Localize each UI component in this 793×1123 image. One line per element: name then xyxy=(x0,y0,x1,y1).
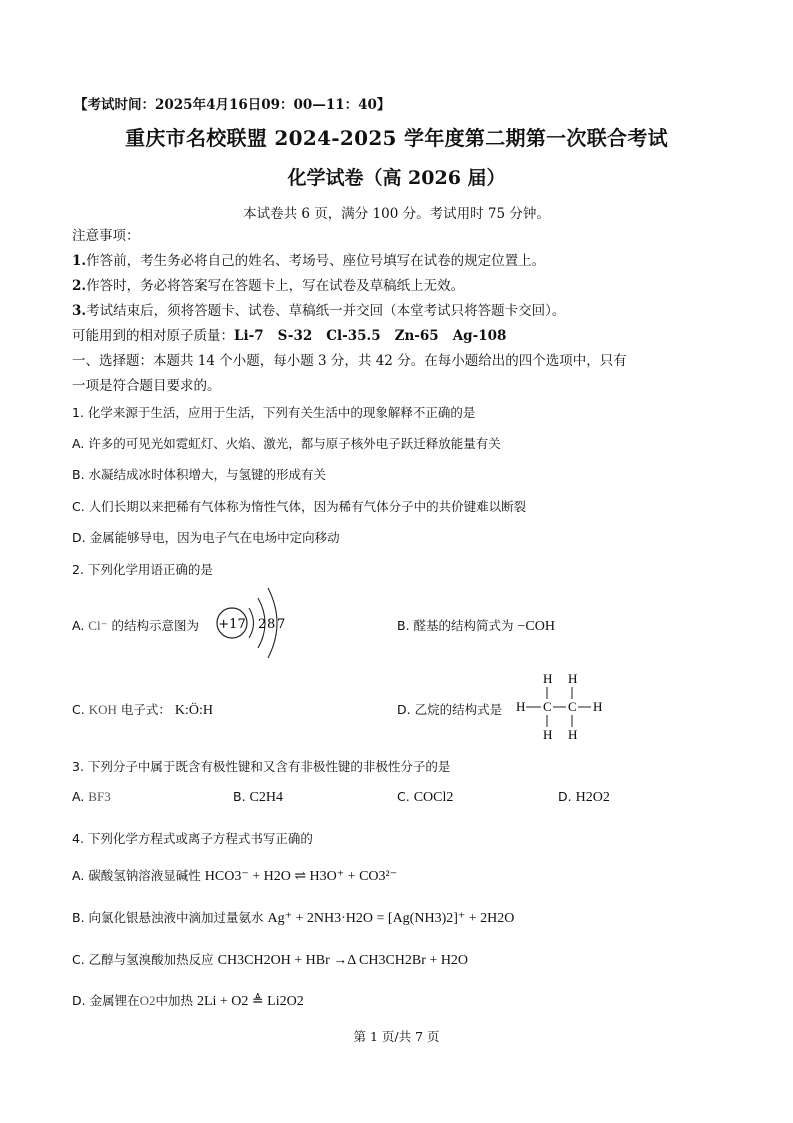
svg-text:H: H xyxy=(543,727,553,742)
q2-stem: 2. 下列化学用语正确的是 xyxy=(72,562,213,577)
q4-option-b: B. 向氯化银悬浊液中滴加过量氨水 Ag⁺ + 2NH3·H2O = [Ag(NH3)2]⁺ + 2H2O xyxy=(72,910,515,926)
q2-option-d: D. 乙烷的结构式是 xyxy=(397,702,503,717)
exam-title: 重庆市名校联盟 2024-2025 学年度第二期第一次联合考试 xyxy=(125,126,668,150)
q4-c-equation: CH3CH2OH + HBr →Δ CH3CH2Br + H2O xyxy=(217,953,469,968)
svg-text:H: H xyxy=(593,699,603,714)
koh-lewis-structure: K:Ö:H xyxy=(174,703,213,718)
shell-electrons-3: 7 xyxy=(277,617,286,632)
exam-info: 本试卷共 6 页，满分 100 分。考试用时 75 分钟。 xyxy=(243,206,550,222)
exam-time: 【考试时间：2025年4月16日09：00—11：40】 xyxy=(74,97,391,113)
svg-text:H: H xyxy=(568,671,578,686)
q3-option-c: C. COCl2 xyxy=(397,789,454,805)
subject-title: 化学试卷（高 2026 届） xyxy=(287,167,506,189)
q1-stem: 1. 化学来源于生活，应用于生活，下列有关生活中的现象解释不正确的是 xyxy=(72,405,476,420)
q2-option-b: B. 醛基的结构简式为 −COH xyxy=(397,618,555,634)
notes-heading: 注意事项： xyxy=(72,228,140,244)
atomic-masses: 可能用到的相对原子质量：Li-7 S-32 Cl-35.5 Zn-65 Ag-108 xyxy=(72,328,507,344)
q3-option-a: A. BF3 xyxy=(72,789,111,804)
svg-text:H: H xyxy=(516,699,526,714)
ethane-structural-formula xyxy=(514,668,606,744)
q4-b-equation: Ag⁺ + 2NH3·H2O = [Ag(NH3)2]⁺ + 2H2O xyxy=(267,911,515,926)
nucleus-charge: +17 xyxy=(218,617,246,632)
svg-text:H: H xyxy=(543,671,553,686)
svg-text:H: H xyxy=(568,727,578,742)
q2-option-a: A. Cl⁻ 的结构示意图为 xyxy=(72,618,199,633)
q1-option-c: C. 人们长期以来把稀有气体称为惰性气体，因为稀有气体分子中的共价键难以断裂 xyxy=(72,499,527,514)
section-heading-line1: 一、选择题：本题共 14 个小题，每小题 3 分，共 42 分。在每小题给出的四个选项中，只有 xyxy=(72,353,627,369)
q4-a-equation: HCO3⁻ + H2O ⇌ H3O⁺ + CO3²⁻ xyxy=(204,869,398,884)
q1-option-d: D. 金属能够导电，因为电子气在电场中定向移动 xyxy=(72,530,340,545)
q3-a-formula: BF3 xyxy=(88,789,111,804)
q1-option-a: A. 许多的可见光如霓虹灯、火焰、激光，都与原子核外电子跃迁释放能量有关 xyxy=(72,436,501,451)
q4-stem: 4. 下列化学方程式或离子方程式书写正确的 xyxy=(72,831,313,846)
page-number: 第 1 页/共 7 页 xyxy=(353,1029,440,1044)
q2-option-c: C. KOH 电子式： K:Ö:H xyxy=(72,702,213,718)
q3-b-formula: C2H4 xyxy=(249,790,283,805)
q3-c-formula: COCl2 xyxy=(413,790,454,805)
q3-stem: 3. 下列分子中属于既含有极性键和又含有非极性键的非极性分子的是 xyxy=(72,759,451,774)
note-item-3: 3.考试结束后，须将答题卡、试卷、草稿纸一并交回（本堂考试只将答题卡交回）。 xyxy=(72,303,566,319)
shell-electrons-2: 8 xyxy=(267,617,276,632)
svg-text:C: C xyxy=(568,699,577,714)
q4-option-d: D. 金属锂在O2中加热 2Li + O2 ≜ Li2O2 xyxy=(72,993,304,1009)
q4-option-c: C. 乙醇与氢溴酸加热反应 CH3CH2OH + HBr →Δ CH3CH2Br + H2O xyxy=(72,952,469,968)
q4-option-a: A. 碳酸氢钠溶液显碱性 HCO3⁻ + H2O ⇌ H3O⁺ + CO3²⁻ xyxy=(72,868,398,884)
q3-option-d: D. H2O2 xyxy=(558,789,610,805)
note-item-2: 2.作答时，务必将答案写在答题卡上，写在试卷及草稿纸上无效。 xyxy=(72,278,465,294)
svg-text:C: C xyxy=(543,699,552,714)
q3-d-formula: H2O2 xyxy=(575,790,610,805)
q3-option-b: B. C2H4 xyxy=(233,789,283,805)
shell-electrons-1: 2 xyxy=(258,617,267,632)
note-item-1: 1.作答前，考生务必将自己的姓名、考场号、座位号填写在试卷的规定位置上。 xyxy=(72,253,546,269)
q1-option-b: B. 水凝结成冰时体积增大，与氢键的形成有关 xyxy=(72,467,327,482)
q4-d-equation: 2Li + O2 ≜ Li2O2 xyxy=(196,994,304,1009)
section-heading-line2: 一项是符合题目要求的。 xyxy=(72,378,221,394)
chloride-ion-structure-diagram xyxy=(214,582,294,660)
